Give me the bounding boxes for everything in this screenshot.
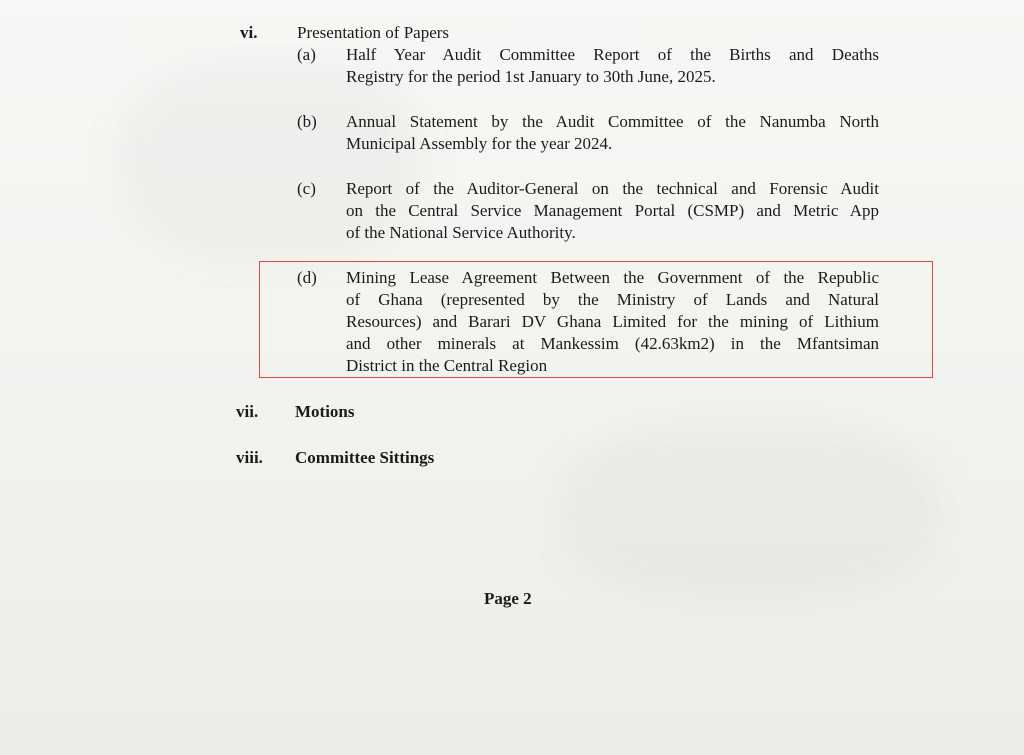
item-a-line-1: Half Year Audit Committee Report of the Births and Deaths bbox=[346, 45, 879, 64]
scan-shading bbox=[560, 420, 940, 600]
item-c-line-2: on the Central Service Management Portal (CSMP) and Metric App bbox=[346, 201, 879, 220]
section-vi-title: Presentation of Papers bbox=[297, 23, 450, 42]
item-d-label: (d) bbox=[297, 268, 317, 287]
section-vii-numeral: vii. bbox=[236, 402, 259, 421]
item-d-line-4: and other minerals at Mankessim (42.63km2) in the Mfantsiman bbox=[346, 334, 879, 353]
item-c-line-1: Report of the Auditor-General on the technical and Forensic Audit bbox=[346, 179, 879, 198]
item-b-line-1: Annual Statement by the Audit Committee of the Nanumba North bbox=[346, 112, 879, 131]
item-d-line-5: District in the Central Region bbox=[346, 356, 548, 375]
item-d-line-1: Mining Lease Agreement Between the Government of the Republic bbox=[346, 268, 879, 287]
item-c-line-3: of the National Service Authority. bbox=[346, 223, 576, 242]
item-b-label: (b) bbox=[297, 112, 317, 131]
section-vi-numeral: vi. bbox=[240, 23, 258, 42]
item-a-line-2: Registry for the period 1st January to 30th June, 2025. bbox=[346, 67, 716, 86]
section-viii-title: Committee Sittings bbox=[295, 448, 435, 467]
item-d-line-2: of Ghana (represented by the Ministry of Lands and Natural bbox=[346, 290, 879, 309]
item-a-label: (a) bbox=[297, 45, 316, 64]
item-c-label: (c) bbox=[297, 179, 316, 198]
section-vii-title: Motions bbox=[295, 402, 355, 421]
item-d-line-3: Resources) and Barari DV Ghana Limited for the mining of Lithium bbox=[346, 312, 879, 331]
page-number: Page 2 bbox=[484, 589, 532, 608]
item-b-line-2: Municipal Assembly for the year 2024. bbox=[346, 134, 613, 153]
section-viii-numeral: viii. bbox=[236, 448, 263, 467]
